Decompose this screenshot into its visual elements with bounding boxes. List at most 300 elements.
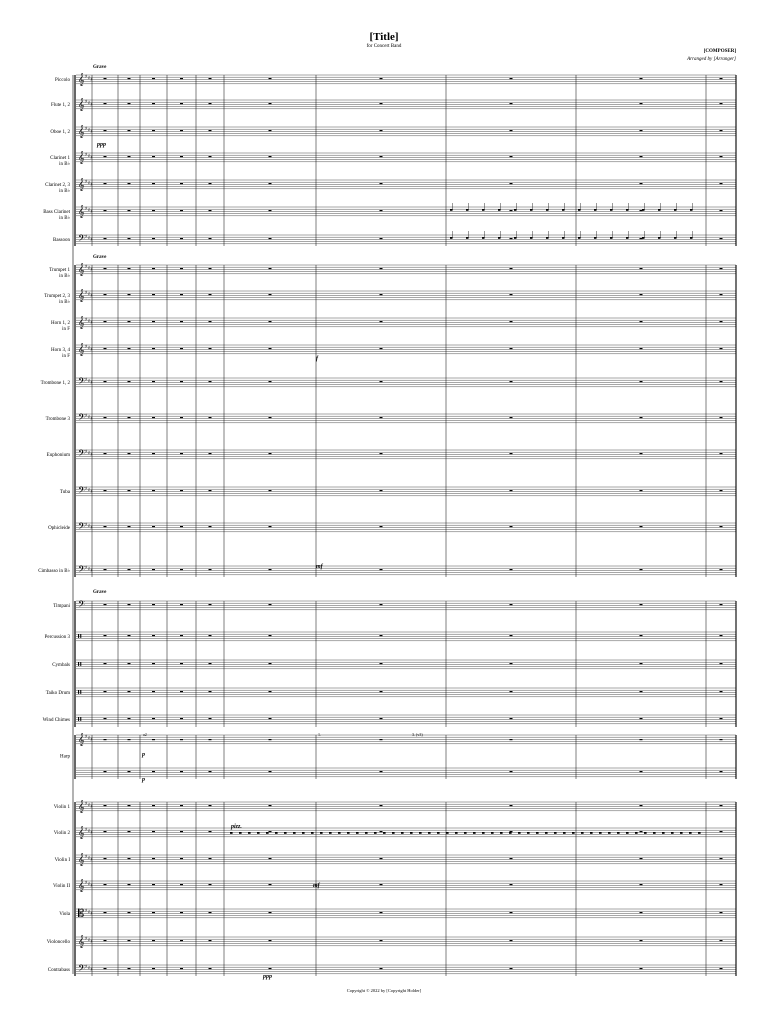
instrument-label: Contrabass xyxy=(47,968,70,973)
score-title: [Title] xyxy=(369,31,399,43)
key-signature-sharp: ♯ xyxy=(85,264,88,270)
whole-rest xyxy=(152,210,155,211)
whole-rest xyxy=(128,771,131,772)
key-signature-sharp: ♯ xyxy=(90,737,93,743)
dynamic-marking: ppp xyxy=(263,974,272,980)
whole-rest xyxy=(510,238,513,239)
key-signature-sharp: ♯ xyxy=(90,489,93,495)
instrument-label: Bass Clarinet xyxy=(43,210,70,215)
whole-rest xyxy=(128,183,131,184)
sixteenth-note xyxy=(320,832,323,834)
whole-rest xyxy=(380,130,383,131)
whole-rest xyxy=(720,321,723,322)
whole-rest xyxy=(152,831,155,832)
whole-rest xyxy=(209,453,212,454)
whole-rest xyxy=(152,940,155,941)
key-signature-sharp: ♯ xyxy=(85,827,88,833)
sixteenth-note xyxy=(338,832,341,834)
whole-rest xyxy=(380,156,383,157)
sixteenth-note xyxy=(653,832,656,834)
repeated-note xyxy=(610,237,613,239)
clef-glyph: 𝄡 xyxy=(78,907,85,920)
whole-rest xyxy=(209,348,212,349)
whole-rest xyxy=(380,805,383,806)
dynamic-marking: p xyxy=(142,752,145,758)
whole-rest xyxy=(152,103,155,104)
sixteenth-note xyxy=(455,832,458,834)
clef-glyph: 𝄞 xyxy=(78,826,85,839)
key-signature-sharp: ♯ xyxy=(90,967,93,973)
whole-rest xyxy=(128,604,131,605)
whole-rest xyxy=(152,183,155,184)
whole-rest xyxy=(180,210,183,211)
key-signature-sharp: ♯ xyxy=(87,735,91,742)
whole-rest xyxy=(269,805,272,806)
clef-glyph: 𝄥 xyxy=(78,658,82,671)
key-signature-sharp: ♯ xyxy=(85,179,88,185)
whole-rest xyxy=(104,381,107,382)
whole-rest xyxy=(180,526,183,527)
whole-rest xyxy=(180,718,183,719)
repeated-note xyxy=(642,237,645,239)
whole-rest xyxy=(209,569,212,570)
whole-rest xyxy=(152,453,155,454)
repeated-note xyxy=(482,209,485,211)
whole-rest xyxy=(180,238,183,239)
whole-rest xyxy=(510,663,513,664)
whole-rest xyxy=(269,348,272,349)
whole-rest xyxy=(640,805,643,806)
whole-rest xyxy=(104,968,107,969)
instrument-label-transposition: in B♭ xyxy=(59,189,70,194)
key-signature-sharp: ♯ xyxy=(85,801,88,807)
whole-rest xyxy=(510,348,513,349)
whole-rest xyxy=(269,771,272,772)
sixteenth-note xyxy=(383,832,386,834)
whole-rest xyxy=(640,691,643,692)
whole-rest xyxy=(380,635,383,636)
whole-rest xyxy=(128,718,131,719)
whole-rest xyxy=(209,268,212,269)
clef-glyph: 𝄞 xyxy=(78,733,85,746)
key-signature-sharp: ♯ xyxy=(85,449,88,455)
key-signature-sharp: ♯ xyxy=(90,155,93,161)
whole-rest xyxy=(104,569,107,570)
whole-rest xyxy=(269,183,272,184)
clef-glyph: 𝄥 xyxy=(78,630,82,643)
whole-rest xyxy=(180,417,183,418)
whole-rest xyxy=(128,78,131,79)
clef-glyph: 𝄞 xyxy=(78,263,85,276)
whole-rest xyxy=(510,490,513,491)
instrument-label: Harp xyxy=(60,754,70,760)
key-signature-sharp: ♯ xyxy=(87,378,91,385)
repeated-note xyxy=(498,237,501,239)
whole-rest xyxy=(640,526,643,527)
instrument-label: Clarinet 1 xyxy=(50,156,70,161)
whole-rest xyxy=(269,739,272,740)
key-signature-sharp: ♯ xyxy=(90,525,93,531)
whole-rest xyxy=(180,739,183,740)
instrument-label: Trombone 1, 2 xyxy=(40,381,70,386)
whole-rest xyxy=(269,268,272,269)
whole-rest xyxy=(104,771,107,772)
key-signature-sharp: ♯ xyxy=(90,416,93,422)
whole-rest xyxy=(269,569,272,570)
whole-rest xyxy=(180,604,183,605)
whole-rest xyxy=(380,968,383,969)
whole-rest xyxy=(209,912,212,913)
whole-rest xyxy=(180,912,183,913)
whole-rest xyxy=(510,771,513,772)
whole-rest xyxy=(104,940,107,941)
whole-rest xyxy=(128,940,131,941)
harp-annotation: a2 xyxy=(143,732,147,737)
key-signature-sharp: ♯ xyxy=(87,523,91,530)
whole-rest xyxy=(510,268,513,269)
whole-rest xyxy=(510,78,513,79)
whole-rest xyxy=(180,183,183,184)
key-signature-sharp: ♯ xyxy=(87,291,91,298)
key-signature-sharp: ♯ xyxy=(85,908,88,914)
sixteenth-note xyxy=(581,832,584,834)
key-signature-sharp: ♯ xyxy=(90,883,93,889)
harp-annotation: 1. xyxy=(318,732,321,737)
whole-rest xyxy=(269,78,272,79)
whole-rest xyxy=(209,210,212,211)
key-signature-sharp: ♯ xyxy=(87,450,91,457)
clef-glyph: 𝄞 xyxy=(78,343,85,356)
whole-rest xyxy=(128,156,131,157)
score-subtitle: for Concert Band xyxy=(366,44,402,49)
whole-rest xyxy=(269,858,272,859)
whole-rest xyxy=(640,453,643,454)
whole-rest xyxy=(104,103,107,104)
sixteenth-note xyxy=(662,832,665,834)
repeated-note xyxy=(658,209,661,211)
key-signature-sharp: ♯ xyxy=(87,881,91,888)
whole-rest xyxy=(180,858,183,859)
instrument-label: Euphonium xyxy=(46,453,70,458)
whole-rest xyxy=(269,663,272,664)
whole-rest xyxy=(209,78,212,79)
key-signature-sharp: ♯ xyxy=(85,880,88,886)
sixteenth-note xyxy=(608,832,611,834)
sixteenth-note xyxy=(500,832,503,834)
sixteenth-note xyxy=(464,832,467,834)
whole-rest xyxy=(720,718,723,719)
whole-rest xyxy=(104,635,107,636)
key-signature-sharp: ♯ xyxy=(90,911,93,917)
whole-rest xyxy=(104,294,107,295)
whole-rest xyxy=(180,381,183,382)
whole-rest xyxy=(640,912,643,913)
key-signature-sharp: ♯ xyxy=(90,347,93,353)
dynamic-marking: mf xyxy=(316,564,323,570)
whole-rest xyxy=(269,103,272,104)
repeated-note xyxy=(562,237,565,239)
repeated-note xyxy=(466,237,469,239)
sixteenth-note xyxy=(482,832,485,834)
whole-rest xyxy=(640,635,643,636)
whole-rest xyxy=(128,417,131,418)
repeated-note xyxy=(690,237,693,239)
instrument-label: Trombone 3 xyxy=(45,417,70,422)
whole-rest xyxy=(209,183,212,184)
whole-rest xyxy=(180,130,183,131)
whole-rest xyxy=(180,490,183,491)
repeated-note xyxy=(594,237,597,239)
whole-rest xyxy=(269,831,272,832)
sixteenth-note xyxy=(374,832,377,834)
key-signature-sharp: ♯ xyxy=(85,936,88,942)
tempo-marking: Grave xyxy=(93,590,107,595)
instrument-label: Piccolo xyxy=(55,78,70,83)
whole-rest xyxy=(128,739,131,740)
instrument-label: Clarinet 2, 3 xyxy=(45,183,70,188)
whole-rest xyxy=(152,381,155,382)
key-signature-sharp: ♯ xyxy=(90,182,93,188)
whole-rest xyxy=(209,771,212,772)
whole-rest xyxy=(510,805,513,806)
instrument-label: Cimbasso in B♭ xyxy=(38,569,70,574)
whole-rest xyxy=(209,381,212,382)
instrument-label: Tuba xyxy=(59,490,70,495)
whole-rest xyxy=(640,569,643,570)
repeated-note xyxy=(642,209,645,211)
key-signature-sharp: ♯ xyxy=(87,265,91,272)
whole-rest xyxy=(152,884,155,885)
clef-glyph: 𝄞 xyxy=(78,316,85,329)
whole-rest xyxy=(510,294,513,295)
instrument-label: Oboe 1, 2 xyxy=(50,130,70,135)
instrument-label: Bassoon xyxy=(53,238,70,243)
repeated-note xyxy=(690,209,693,211)
key-signature-sharp: ♯ xyxy=(85,734,88,740)
whole-rest xyxy=(104,268,107,269)
whole-rest xyxy=(510,884,513,885)
whole-rest xyxy=(269,912,272,913)
whole-rest xyxy=(128,238,131,239)
instrument-label-transposition: in B♭ xyxy=(59,162,70,167)
repeated-note xyxy=(626,209,629,211)
whole-rest xyxy=(152,604,155,605)
whole-rest xyxy=(209,526,212,527)
whole-rest xyxy=(640,831,643,832)
whole-rest xyxy=(510,912,513,913)
whole-rest xyxy=(152,968,155,969)
key-signature-sharp: ♯ xyxy=(87,75,91,82)
whole-rest xyxy=(209,156,212,157)
whole-rest xyxy=(640,130,643,131)
sixteenth-note xyxy=(473,832,476,834)
key-signature-sharp: ♯ xyxy=(87,855,91,862)
key-signature-sharp: ♯ xyxy=(87,100,91,107)
clef-glyph: 𝄥 xyxy=(78,713,82,726)
whole-rest xyxy=(180,78,183,79)
whole-rest xyxy=(180,635,183,636)
whole-rest xyxy=(104,490,107,491)
instrument-label: Violin II xyxy=(52,884,70,889)
whole-rest xyxy=(180,294,183,295)
whole-rest xyxy=(510,417,513,418)
whole-rest xyxy=(720,210,723,211)
tempo-marking: Grave xyxy=(93,255,107,260)
key-signature-sharp: ♯ xyxy=(90,452,93,458)
whole-rest xyxy=(104,156,107,157)
whole-rest xyxy=(128,210,131,211)
whole-rest xyxy=(152,691,155,692)
instrument-label: Violin 1 xyxy=(53,805,70,810)
whole-rest xyxy=(380,453,383,454)
key-signature-sharp: ♯ xyxy=(85,522,88,528)
whole-rest xyxy=(510,130,513,131)
whole-rest xyxy=(104,718,107,719)
whole-rest xyxy=(510,604,513,605)
sixteenth-note xyxy=(311,832,314,834)
whole-rest xyxy=(104,238,107,239)
sixteenth-note xyxy=(491,832,494,834)
whole-rest xyxy=(720,739,723,740)
whole-rest xyxy=(269,294,272,295)
whole-rest xyxy=(380,210,383,211)
whole-rest xyxy=(720,858,723,859)
whole-rest xyxy=(152,348,155,349)
whole-rest xyxy=(269,604,272,605)
whole-rest xyxy=(510,691,513,692)
sixteenth-note xyxy=(365,832,368,834)
instrument-label: Timpani xyxy=(53,604,70,609)
whole-rest xyxy=(128,968,131,969)
whole-rest xyxy=(720,78,723,79)
key-signature-sharp: ♯ xyxy=(87,207,91,214)
key-signature-sharp: ♯ xyxy=(90,77,93,83)
clef-glyph: 𝄞 xyxy=(78,879,85,892)
whole-rest xyxy=(640,156,643,157)
clef-glyph: 𝄞 xyxy=(78,125,85,138)
whole-rest xyxy=(128,453,131,454)
whole-rest xyxy=(720,417,723,418)
whole-rest xyxy=(380,294,383,295)
key-signature-sharp: ♯ xyxy=(87,802,91,809)
whole-rest xyxy=(209,490,212,491)
whole-rest xyxy=(152,739,155,740)
sixteenth-note xyxy=(572,832,575,834)
whole-rest xyxy=(128,912,131,913)
harp-annotation: 3. (v3) xyxy=(412,732,423,737)
sixteenth-note xyxy=(590,832,593,834)
whole-rest xyxy=(380,604,383,605)
whole-rest xyxy=(720,156,723,157)
whole-rest xyxy=(104,417,107,418)
whole-rest xyxy=(720,691,723,692)
repeated-note xyxy=(674,237,677,239)
whole-rest xyxy=(269,490,272,491)
whole-rest xyxy=(209,940,212,941)
whole-rest xyxy=(104,526,107,527)
whole-rest xyxy=(720,604,723,605)
key-signature-sharp: ♯ xyxy=(90,380,93,386)
key-signature-sharp: ♯ xyxy=(90,939,93,945)
repeated-note xyxy=(626,237,629,239)
clef-glyph: 𝄢 xyxy=(78,599,86,612)
whole-rest xyxy=(640,858,643,859)
key-signature-sharp: ♯ xyxy=(87,127,91,134)
whole-rest xyxy=(209,968,212,969)
dynamic-marking: f xyxy=(316,356,318,362)
whole-rest xyxy=(380,268,383,269)
copyright-notice: Copyright © 2022 by [Copyright Holder] xyxy=(346,988,422,993)
key-signature-sharp: ♯ xyxy=(87,345,91,352)
whole-rest xyxy=(269,884,272,885)
clef-glyph: 𝄞 xyxy=(78,935,85,948)
whole-rest xyxy=(104,912,107,913)
whole-rest xyxy=(380,490,383,491)
whole-rest xyxy=(180,805,183,806)
whole-rest xyxy=(380,718,383,719)
whole-rest xyxy=(720,381,723,382)
instrument-label-transposition: in F xyxy=(62,354,70,359)
whole-rest xyxy=(269,635,272,636)
whole-rest xyxy=(269,156,272,157)
key-signature-sharp: ♯ xyxy=(85,152,88,158)
clef-glyph: 𝄥 xyxy=(78,686,82,699)
whole-rest xyxy=(180,348,183,349)
whole-rest xyxy=(180,569,183,570)
whole-rest xyxy=(510,381,513,382)
sixteenth-note xyxy=(644,832,647,834)
whole-rest xyxy=(380,238,383,239)
instrument-label: Ophicleide xyxy=(48,526,70,531)
sixteenth-note xyxy=(410,832,413,834)
repeated-note xyxy=(530,209,533,211)
whole-rest xyxy=(152,156,155,157)
whole-rest xyxy=(720,635,723,636)
key-signature-sharp: ♯ xyxy=(87,180,91,187)
whole-rest xyxy=(104,884,107,885)
whole-rest xyxy=(269,417,272,418)
whole-rest xyxy=(380,321,383,322)
instrument-label: Flute 1, 2 xyxy=(50,103,70,108)
repeated-note xyxy=(466,209,469,211)
whole-rest xyxy=(104,805,107,806)
clef-glyph: 𝄢 xyxy=(78,376,86,389)
whole-rest xyxy=(104,130,107,131)
whole-rest xyxy=(720,771,723,772)
whole-rest xyxy=(720,526,723,527)
key-signature-sharp: ♯ xyxy=(85,74,88,80)
whole-rest xyxy=(269,691,272,692)
whole-rest xyxy=(152,268,155,269)
whole-rest xyxy=(380,183,383,184)
whole-rest xyxy=(380,940,383,941)
dynamic-marking: mf xyxy=(313,883,320,889)
clef-glyph: 𝄢 xyxy=(78,963,86,976)
whole-rest xyxy=(720,490,723,491)
sixteenth-note xyxy=(248,832,251,834)
whole-rest xyxy=(510,453,513,454)
key-signature-sharp: ♯ xyxy=(85,854,88,860)
sixteenth-note xyxy=(545,832,548,834)
whole-rest xyxy=(640,78,643,79)
repeated-note xyxy=(482,237,485,239)
sixteenth-note xyxy=(626,832,629,834)
clef-glyph: 𝄢 xyxy=(78,233,86,246)
whole-rest xyxy=(380,78,383,79)
whole-rest xyxy=(380,739,383,740)
instrument-label: Violin 2 xyxy=(53,831,70,836)
whole-rest xyxy=(209,604,212,605)
